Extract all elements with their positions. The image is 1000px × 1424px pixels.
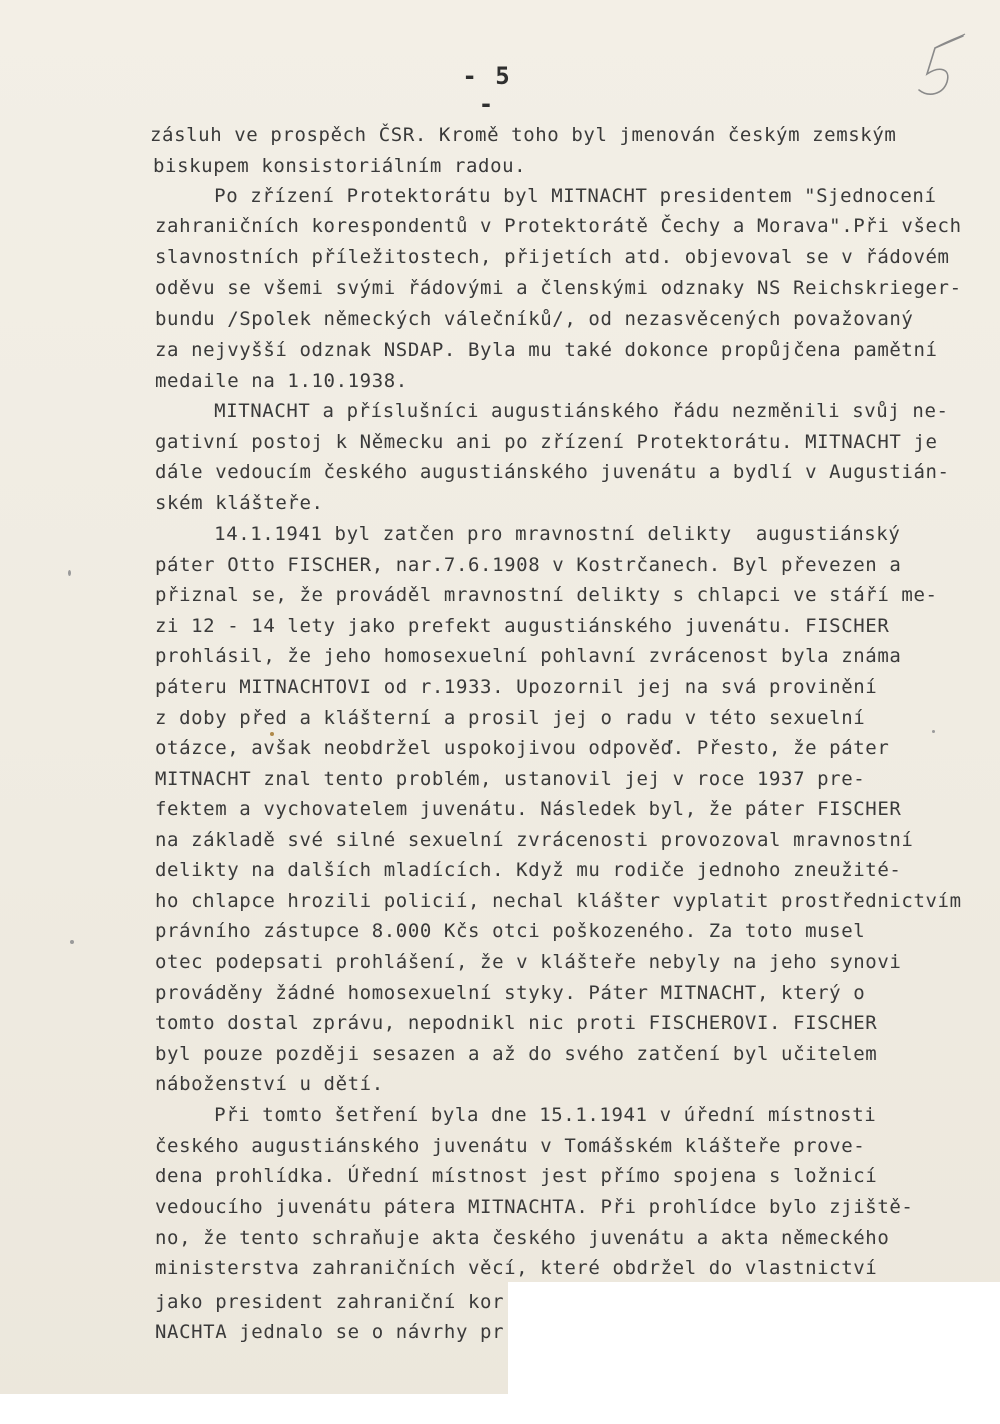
text-line: MITNACHT znal tento problém, ustanovil jej v roce 1937 pre- xyxy=(155,768,866,790)
text-line: ském klášteře. xyxy=(155,492,324,514)
text-line: zahraničních korespondentů v Protektorátě Čechy a Morava".Při všech xyxy=(155,215,962,237)
text-line: byl pouze později sesazen a až do svého zatčení byl učitelem xyxy=(155,1043,878,1065)
text-line: přiznal se, že prováděl mravnostní delikty s chlapci ve stáří me- xyxy=(155,584,938,606)
text-line: Při tomto šetření byla dne 15.1.1941 v úřední místnosti xyxy=(166,1104,877,1126)
blank-bottom-strip xyxy=(0,1394,508,1424)
text-line: právního zástupce 8.000 Kčs otci poškozeného. Za toto musel xyxy=(155,920,866,942)
text-line: zásluh ve prospěch ČSR. Kromě toho byl jmenován českým zemským xyxy=(150,124,897,146)
text-line: zi 12 - 14 lety jako prefekt augustiánského juvenátu. FISCHER xyxy=(155,615,890,637)
page-number: - 5 - xyxy=(462,62,512,118)
text-line: bundu /Spolek německých válečníků/, od nezasvěcených považovaný xyxy=(155,308,914,330)
text-line: fektem a vychovatelem juvenátu. Následek byl, že páter FISCHER xyxy=(155,798,902,820)
text-line: gativní postoj k Německu ani po zřízení Protektorátu. MITNACHT je xyxy=(155,431,938,453)
text-line: delikty na dalších mladících. Když mu rodiče jednoho zneužité- xyxy=(155,859,902,881)
text-line: slavnostních příležitostech, přijetích atd. objevoval se v řádovém xyxy=(155,246,950,268)
text-line: otec podepsati prohlášení, že v klášteře nebyly na jeho synovi xyxy=(155,951,902,973)
text-line: vedoucího juvenátu pátera MITNACHTA. Při prohlídce bylo zjiště- xyxy=(155,1196,914,1218)
text-line: medaile na 1.10.1938. xyxy=(155,370,408,392)
text-line: Po zřízení Protektorátu byl MITNACHT presidentem "Sjednocení xyxy=(166,185,937,207)
text-line: páter Otto FISCHER, nar.7.6.1908 v Kostrčanech. Byl převezen a xyxy=(155,554,902,576)
text-line: ho chlapce hrozili policií, nechal klášter vyplatit prostřednictvím xyxy=(155,890,962,912)
text-line: dále vedoucím českého augustiánského juvenátu a bydlí v Augustián- xyxy=(155,461,950,483)
text-line: biskupem konsistoriálním radou. xyxy=(153,155,527,177)
text-line: z doby před a klášterní a prosil jej o radu v této sexuelní xyxy=(155,707,866,729)
text-line: 14.1.1941 byl zatčen pro mravnostní delikty augustiánský xyxy=(166,523,901,545)
text-line: ministerstva zahraničních věcí, které obdržel do vlastnictví xyxy=(155,1257,878,1279)
text-line: oděvu se všemi svými řádovými a členskými odznaky NS Reichskrieger- xyxy=(155,277,962,299)
text-line: náboženství u dětí. xyxy=(155,1073,384,1095)
text-line: prohlásil, že jeho homosexuelní pohlavní zvrácenost byla známa xyxy=(155,645,902,667)
blank-cutout-area xyxy=(508,1282,1000,1424)
text-line: českého augustiánského juvenátu v Tomášském klášteře prove- xyxy=(155,1135,866,1157)
text-line: na základě své silné sexuelní zvrácenosti provozoval mravnostní xyxy=(155,829,914,851)
text-line: no, že tento schraňuje akta českého juvenátu a akta německého xyxy=(155,1227,890,1249)
text-line: za nejvyšší odznak NSDAP. Byla mu také dokonce propůjčena pamětní xyxy=(155,339,938,361)
text-line: otázce, avšak neobdržel uspokojivou odpověď. Přesto, že páter xyxy=(155,737,890,759)
text-line: dena prohlídka. Úřední místnost jest přímo spojena s ložnicí xyxy=(155,1165,878,1187)
text-line: páteru MITNACHTOVI od r.1933. Upozornil jej na svá provinění xyxy=(155,676,878,698)
text-line: tomto dostal zprávu, nepodnikl nic proti FISCHEROVI. FISCHER xyxy=(155,1012,878,1034)
text-line: NACHTA jednalo se o návrhy pr xyxy=(155,1321,505,1343)
text-line: jako president zahraniční kor xyxy=(155,1291,505,1313)
text-line: MITNACHT a příslušníci augustiánského řádu nezměnili svůj ne- xyxy=(166,400,949,422)
text-line: prováděny žádné homosexuelní styky. Páter MITNACHT, který o xyxy=(155,982,866,1004)
